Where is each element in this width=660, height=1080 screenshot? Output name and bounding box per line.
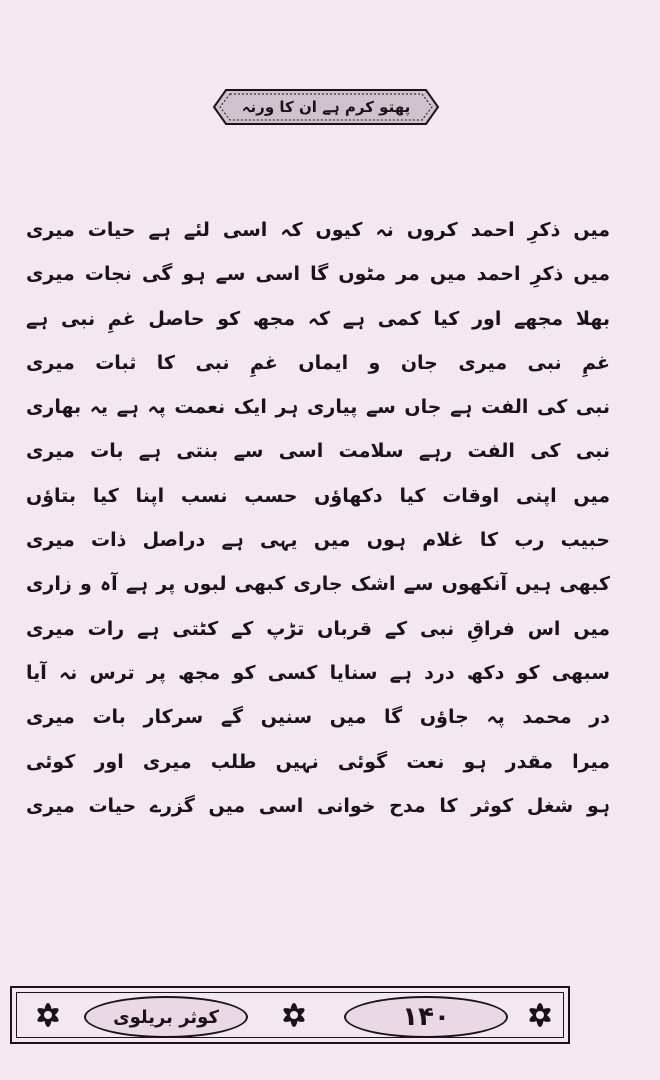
poem-line: سبھی کو دکھ درد ہے سنایا کسی کو مجھ پر ترس نہ آیا [26,661,610,684]
flower-ornament-icon [274,994,314,1036]
flower-ornament-icon [520,994,560,1036]
poem-line: نبی کی الفت ہے جاں سے پیاری ہر ایک نعمت پہ ہے یہ بھاری [26,396,610,419]
page-number: ١۴٠ [344,996,508,1038]
page-header-ornament [212,88,440,126]
poem-line: میں اس فراقِ نبی کے قرباں تڑپ کے کٹتی ہے رات میری [26,617,610,640]
poem-line: میں ذکرِ احمد میں مر مٹوں گا اسی سے ہو گی نجات میری [26,263,610,286]
poem-line: میں ذکرِ احمد کروں نہ کیوں کہ اسی لئے ہے حیات میری [26,219,610,241]
poem-line: میرا مقدر ہو نعت گوئی نہیں طلب میری اور کوئی [26,750,610,773]
poem-line: ہو شغل کوثر کا مدح خوانی اسی میں گزرے حیات میری [26,794,610,817]
page-header-title: پھتو کرم ہے ان کا ورنہ [241,98,411,116]
poem-line: نبی کی الفت رہے سلامت اسی سے بنتی ہے بات میری [26,440,610,463]
flower-ornament-icon [28,994,68,1036]
author-name: کوثر بریلوی [84,996,248,1038]
poem-line: کبھی ہیں آنکھوں سے اشک جاری کبھی لبوں پر ہے آہ و زاری [26,573,610,596]
poem-line: در محمد پہ جاؤں گا میں سنیں گے سرکار بات میری [26,706,610,729]
poem-line: میں اپنی اوقات کیا دکھاؤں حسب نسب اپنا کیا بتاؤں [26,484,610,507]
poem-line: غمِ نبی میری جان و ایماں غمِ نبی کا ثبات میری [26,351,610,374]
poem-line: بھلا مجھے اور کیا کمی ہے کہ مجھ کو حاصل غمِ نبی ہے [26,307,610,330]
poem-line: حبیب رب کا غلام ہوں میں یہی ہے دراصل ذات میری [26,529,610,552]
page-footer [10,986,570,1044]
poem-body [26,208,610,828]
